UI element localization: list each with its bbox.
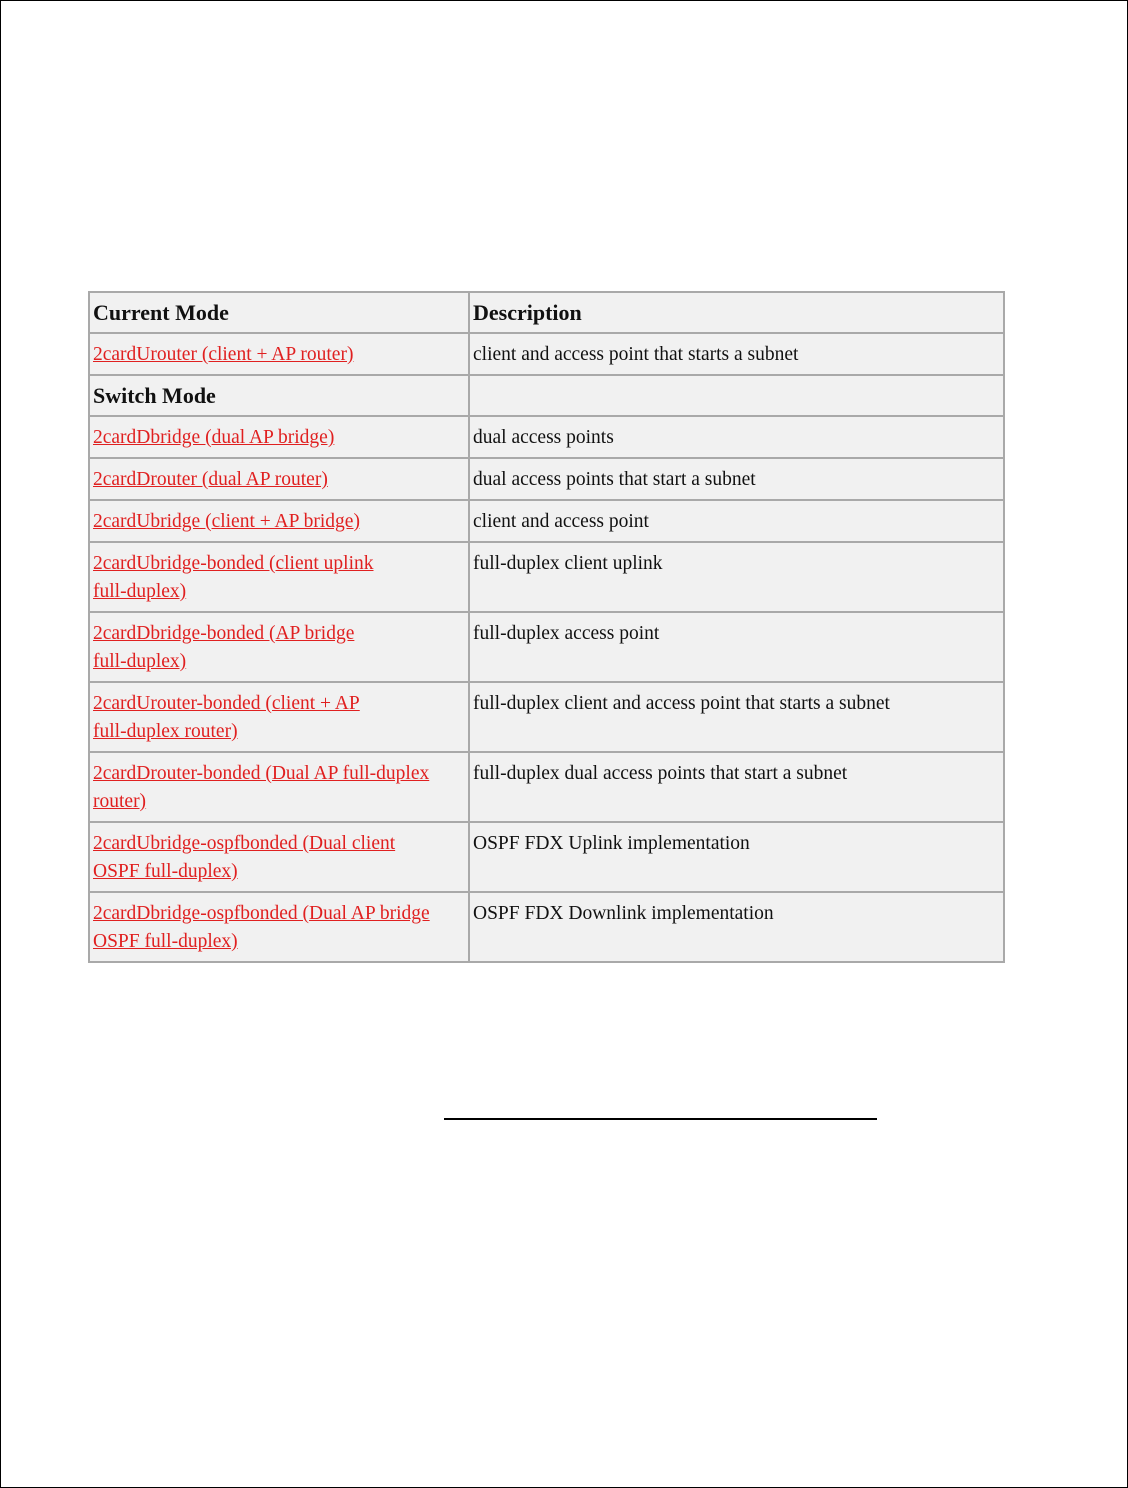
mode-link-line-2: full-duplex router): [93, 721, 238, 742]
description-header: Description: [469, 292, 1004, 333]
table-header-row: [89, 292, 1004, 333]
description-cell: client and access point that starts a subnet: [469, 333, 1004, 375]
mode-table: [88, 291, 1005, 963]
signature-line: [444, 1118, 877, 1120]
mode-cell: [89, 822, 469, 892]
mode-link-2cardubridge[interactable]: 2cardUbridge (client + AP bridge): [93, 511, 360, 532]
mode-link-2cardubridge-bonded[interactable]: [93, 553, 374, 602]
mode-cell: [89, 542, 469, 612]
mode-link-line-1: 2cardDrouter-bonded (Dual AP full-duplex: [93, 763, 430, 784]
description-cell: full-duplex client uplink: [469, 542, 1004, 612]
description-cell: full-duplex client and access point that starts a subnet: [469, 682, 1004, 752]
mode-link-2carddbridge[interactable]: 2cardDbridge (dual AP bridge): [93, 427, 335, 448]
description-cell: dual access points: [469, 416, 1004, 458]
mode-link-line-2: router): [93, 791, 147, 812]
mode-cell: [89, 892, 469, 962]
switch-mode-header-row: [89, 375, 1004, 416]
mode-link-2cardurouter[interactable]: 2cardUrouter (client + AP router): [93, 344, 354, 365]
mode-cell: [89, 612, 469, 682]
table-row: [89, 822, 1004, 892]
mode-cell: [89, 458, 469, 500]
mode-cell: [89, 416, 469, 458]
mode-link-line-2: full-duplex): [93, 651, 187, 672]
table-row: [89, 752, 1004, 822]
mode-link-line-1: 2cardUbridge-bonded (client uplink: [93, 553, 374, 574]
table-row: [89, 500, 1004, 542]
description-cell: OSPF FDX Uplink implementation: [469, 822, 1004, 892]
description-cell: full-duplex dual access points that start a subnet: [469, 752, 1004, 822]
mode-cell: [89, 500, 469, 542]
description-cell: OSPF FDX Downlink implementation: [469, 892, 1004, 962]
table-row: [89, 542, 1004, 612]
switch-mode-header-empty: [469, 375, 1004, 416]
description-cell: client and access point: [469, 500, 1004, 542]
table-row: [89, 612, 1004, 682]
mode-cell: [89, 333, 469, 375]
table-row: [89, 416, 1004, 458]
mode-link-line-2: OSPF full-duplex): [93, 931, 238, 952]
mode-link-line-1: 2cardDbridge-ospfbonded (Dual AP bridge: [93, 903, 430, 924]
mode-cell: [89, 682, 469, 752]
mode-cell: [89, 752, 469, 822]
mode-link-line-1: 2cardUrouter-bonded (client + AP: [93, 693, 360, 714]
mode-link-line-1: 2cardUbridge-ospfbonded (Dual client: [93, 833, 396, 854]
switch-mode-header: Switch Mode: [89, 375, 469, 416]
table-row: [89, 892, 1004, 962]
mode-link-2carddbridge-bonded[interactable]: [93, 623, 354, 672]
mode-link-2cardubridge-ospfbonded[interactable]: [93, 833, 395, 882]
description-cell: dual access points that start a subnet: [469, 458, 1004, 500]
table-row: [89, 458, 1004, 500]
current-mode-header: Current Mode: [89, 292, 469, 333]
mode-link-line-2: full-duplex): [93, 581, 187, 602]
description-cell: full-duplex access point: [469, 612, 1004, 682]
mode-link-2carddrouter-bonded[interactable]: [93, 763, 429, 812]
mode-link-line-1: 2cardDbridge-bonded (AP bridge: [93, 623, 355, 644]
mode-link-2carddbridge-ospfbonded[interactable]: [93, 903, 430, 952]
mode-link-2carddrouter[interactable]: 2cardDrouter (dual AP router): [93, 469, 328, 490]
mode-link-2cardurouter-bonded[interactable]: [93, 693, 360, 742]
table-row: [89, 333, 1004, 375]
mode-link-line-2: OSPF full-duplex): [93, 861, 238, 882]
table-row: [89, 682, 1004, 752]
